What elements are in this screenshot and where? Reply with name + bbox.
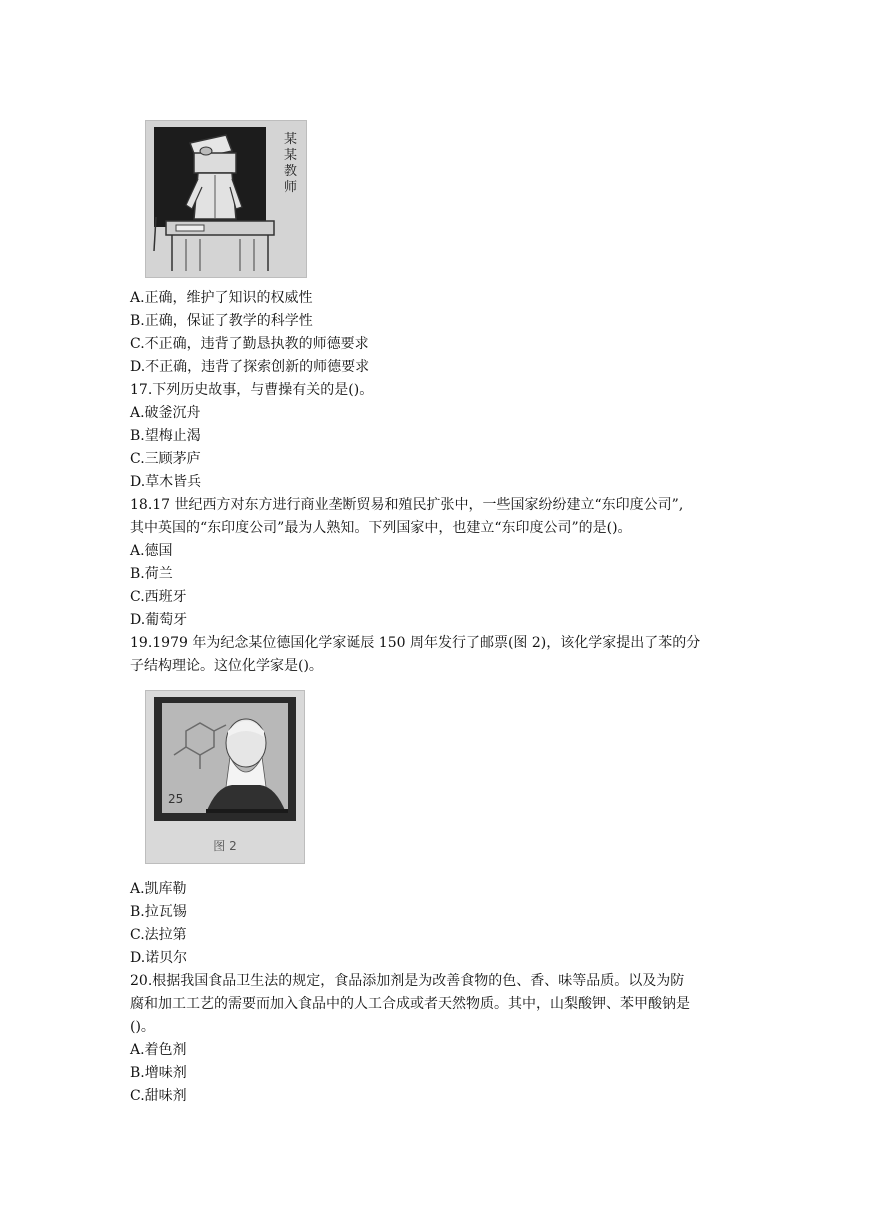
q16-option-b: B.正确，保证了教学的科学性	[130, 313, 313, 329]
q19-stem-line1: 19.1979 年为纪念某位德国化学家诞辰 150 周年发行了邮票(图 2)，该化学家提出了苯的分	[130, 635, 701, 651]
q18-stem-line2: 其中英国的“东印度公司”最为人熟知。下列国家中，也建立“东印度公司”的是()。	[130, 520, 632, 536]
q17-option-b: B.望梅止渴	[130, 428, 201, 444]
stamp-figure	[145, 690, 305, 864]
q20-stem-line1: 20.根据我国食品卫生法的规定，食品添加剂是为改善食物的色、香、味等品质。以及为防	[130, 973, 685, 989]
q20-option-a: A.着色剂	[130, 1042, 187, 1058]
q19-option-c: C.法拉第	[130, 927, 187, 943]
stamp-value: 25	[168, 792, 184, 806]
q18-stem-line1: 18.17 世纪西方对东方进行商业垄断贸易和殖民扩张中，一些国家纷纷建立“东印度公司”,	[130, 497, 684, 513]
q19-option-a: A.凯库勒	[130, 881, 187, 897]
q16-option-a: A.正确，维护了知识的权威性	[130, 290, 313, 306]
q17-option-c: C.三顾茅庐	[130, 451, 201, 467]
q17-option-a: A.破釜沉舟	[130, 405, 201, 421]
q18-option-b: B.荷兰	[130, 566, 173, 582]
q20-stem-line3: ()。	[130, 1019, 155, 1035]
stamp-image	[146, 691, 304, 831]
q19-stem-line2: 子结构理论。这位化学家是()。	[130, 658, 323, 674]
q20-option-c: C.甜味剂	[130, 1088, 187, 1104]
q20-stem-line2: 腐和加工工艺的需要而加入食品中的人工合成或者天然物质。其中，山梨酸钾、苯甲酸钠是	[130, 996, 690, 1012]
teacher-cartoon-image	[146, 121, 306, 277]
q18-option-a: A.德国	[130, 543, 173, 559]
q16-option-d: D.不正确，违背了探索创新的师德要求	[130, 359, 370, 375]
q19-option-b: B.拉瓦锡	[130, 904, 187, 920]
q17-stem: 17.下列历史故事，与曹操有关的是()。	[130, 382, 374, 398]
teacher-cartoon-figure	[145, 120, 307, 278]
q17-option-d: D.草木皆兵	[130, 474, 202, 490]
q16-option-c: C.不正确，违背了勤恳执教的师德要求	[130, 336, 369, 352]
figure-2-caption: 图 2	[213, 839, 237, 853]
q19-option-d: D.诺贝尔	[130, 950, 188, 966]
q18-option-c: C.西班牙	[130, 589, 187, 605]
q18-option-d: D.葡萄牙	[130, 612, 188, 628]
q20-option-b: B.增味剂	[130, 1065, 187, 1081]
cartoon-vertical-caption: 某 某 教 师	[284, 132, 298, 195]
